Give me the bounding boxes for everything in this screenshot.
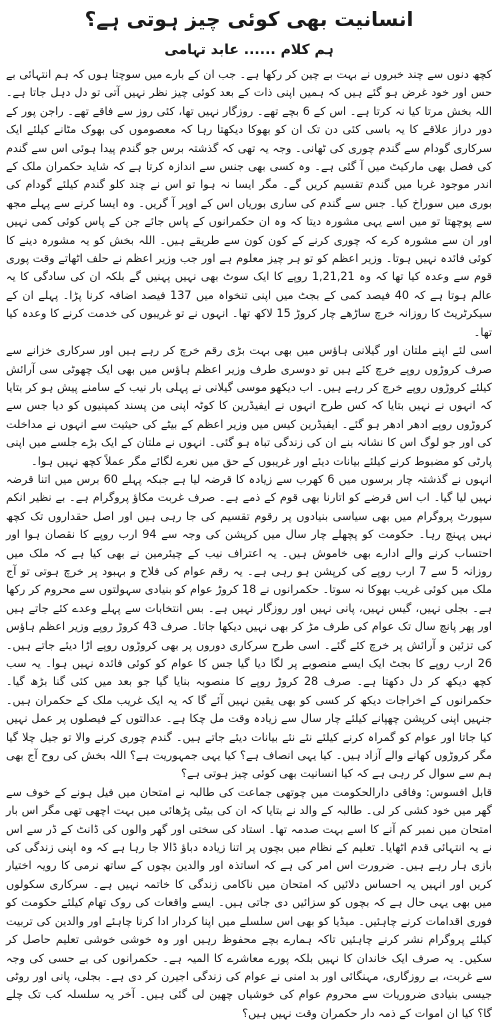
paragraph-2: اسی لئے اپنے ملتان اور گیلانی ہاؤس میں بھی بہت بڑی رقم خرچ کر رہے ہیں اور سرکاری خزانے سے صرف کروڑوں روپے خرچ کئے ہیں تو دوسری طرف وزیر اعظم ہاؤس میں بھی ایک چھوٹی سی آرائش کیلئے کروڑوں روپے خرچ کر رہے ہیں۔ اب دیکھو موسی گیلانی نے پہلی بار نیب کے سامنے پیش ہو کر بتایا کہ انہوں نے نہیں بتایا کہ کس طرح انہوں نے ایفیڈرین کا کوٹہ اپنی من پسند کمپنیوں کو دیا جس سے کروڑوں روپے ادھر ادھر ہو گئے۔ ایفیڈرین کیس میں وزیر اعظم کے بیٹے کی حیثیت سے انہوں نے مداخلت کی اور جو لوگ اس کا نشانہ بنے ان کی زندگی تباہ ہو گئی۔ انہوں نے ملتان کے ایک بڑے جلسے میں اپنی پارٹی کو مضبوط کرنے کیلئے بیانات دیئے اور غریبوں کے حق میں نعرے لگائے مگر عملاً کچھ نہیں ہوا۔: [6, 344, 492, 468]
paragraph-4: قابل افسوس: وفاقی دارالحکومت میں چوتھی جماعت کی طالبہ نے امتحان میں فیل ہونے کے خوف سے گھر میں خود کشی کر لی۔ طالبہ کے والد نے بتایا کہ ان کی بیٹی پڑھائی میں بہت اچھی تھی مگر اس بار امتحان میں نمبر کم آنے کا اسے بہت صدمہ تھا۔ استاد کی سختی اور گھر والوں کی ڈانٹ کے ڈر سے اس نے یہ انتہائی قدم اٹھایا۔ تعلیم کے نظام میں بچوں پر اتنا زیادہ دباؤ ڈالا جا رہا ہے کہ وہ اپنی زندگی کی بازی ہار رہے ہیں۔ ضرورت اس امر کی ہے کہ اساتذہ اور والدین بچوں کے ساتھ نرمی کا رویہ اختیار کریں اور انہیں یہ احساس دلائیں کہ امتحان میں ناکامی زندگی کا خاتمہ نہیں ہے۔ سرکاری سکولوں میں بھی یہی حال ہے کہ بچوں کو سزائیں دی جاتی ہیں۔ ایسے واقعات کی روک تھام کیلئے حکومت کو فوری اقدامات کرنے چاہئیں۔ میڈیا کو بھی اس سلسلے میں اپنا کردار ادا کرنا چاہئے اور والدین کی تربیت کیلئے پروگرام نشر کرنے چاہئیں تاکہ ہمارے بچے محفوظ رہیں اور وہ خوشی خوشی تعلیم حاصل کر سکیں۔ یہ صرف ایک خاندان کا نہیں بلکہ پورے معاشرے کا المیہ ہے۔ حکمرانوں کی بے حسی کی وجہ سے غربت، بے روزگاری، مہنگائی اور بد امنی نے عوام کی زندگی اجیرن کر دی ہے۔ بجلی، پانی اور روٹی جیسی بنیادی ضروریات سے محروم عوام کی خوشیاں چھین لی گئی ہیں۔ آخر یہ سلسلہ کب تک چلے گا؟ کیا ان اموات کے ذمہ دار حکمران وقت نہیں ہیں؟: [6, 785, 492, 1020]
column-byline: ہم کلام ...... عابد تہامی: [164, 42, 334, 58]
paragraph-1: کچھ دنوں سے چند خبروں نے بہت بے چین کر رکھا ہے۔ جب ان کے بارے میں سوچتا ہوں کہ ہم انتہائی بے حس اور خود غرض ہو گئے ہیں کہ ہمیں اپنی ذات کے بعد کوئی چیز نظر نہیں آتی تو دل دہل جاتا ہے۔ اللہ بخش مرتا کیا نہ کرتا ہے۔ اس کے 6 بچے تھے۔ روزگار نہیں تھا، کئی روز سے فاقے تھے۔ راجن پور کے دور دراز علاقے کا یہ باسی کئی دن تک ان کو بھوکا دیکھتا رہا کہ معصوموں کی بھوک مٹانے کیلئے ایک سرکاری گودام سے گندم چوری کی ٹھانی۔ وجہ یہ تھی کہ گذشتہ برس جو گندم پیدا ہوئی اس سے گندم کی فصل بھی مارکیٹ میں آ گئی ہے۔ وہ کسی بھی جنس سے اندازہ کرتا ہے کہ شاید حکمران ملک کے اندر موجود غربا میں گندم تقسیم کریں گے۔ مگر ایسا نہ ہوا تو اس نے چند کلو گندم کیلئے گودام کی بوری میں سوراخ کیا۔ جس سے گندم کی ساری بوریاں اس کے اوپر آ گریں۔ وہ ایسا کرنے سے پہلے مجھ سے پوچھتا تو میں اسے یہی مشورہ دیتا کہ وہ ان حکمرانوں کے پاس جائے جن کے پاس کوئی کمی نہیں اور ان سے مشورہ کرے کہ چوری کرنے کے کون کون سے طریقے ہیں۔ اللہ بخش کو یہ مشورہ دینے کا کوئی فائدہ نہیں ہوتا۔ وزیر اعظم کو تو ہر چیز معلوم ہے اور جب وزیر اعظم نے حلف اٹھاتے وقت پوری قوم سے وعدہ کیا تھا کہ وہ 1,21,21 روپے کا ایک سوٹ بھی نہیں پہنیں گے بلکہ ان کی سادگی کا یہ عالم ہوتا ہے کہ 40 فیصد کمی کے بجٹ میں اپنی تنخواہ میں 137 فیصد اضافہ کرنا پڑا۔ پہلے ان کے سیکرٹریٹ کا روزانہ خرچ ساڑھے چار کروڑ 15 لاکھ تھا۔ انہوں نے تو غریبوں کی خدمت کرنے کا وعدہ کیا تھا۔: [6, 68, 492, 339]
paragraph-3: انہوں نے گذشتہ چار برسوں میں 6 کھرب سے زیادہ کا قرضہ لیا ہے جبکہ پہلے 60 برس میں اتنا قرضہ نہیں لیا گیا۔ اب اس قرضے کو اتارنا بھی قوم کے ذمے ہے۔ صرف غربت مکاؤ پروگرام ہے۔ بے نظیر انکم سپورٹ پروگرام میں بھی سیاسی بنیادوں پر رقوم تقسیم کی جا رہی ہیں اور اصل حقداروں تک کچھ نہیں پہنچ رہا۔ حکومت کو پچھلے چار سال میں کرپشن کی وجہ سے 94 ارب روپے کا نقصان ہوا اور احتساب کرنے والے ادارے بھی خاموش ہیں۔ یہ اعتراف نیب کے چیئرمین نے بھی کیا ہے کہ ملک میں روزانہ 5 سے 7 ارب روپے کی کرپشن ہو رہی ہے۔ یہ رقم عوام کی فلاح و بہبود پر خرچ ہوتی تو آج ملک میں کوئی غریب بھوکا نہ سوتا۔ حکمرانوں نے 18 کروڑ عوام کو بنیادی سہولتوں سے محروم کر رکھا ہے۔ بجلی نہیں، گیس نہیں، پانی نہیں اور روزگار نہیں ہے۔ بس انتخابات سے پہلے وعدے کئے جاتے ہیں اور پھر پانچ سال تک عوام کی طرف مڑ کر بھی نہیں دیکھا جاتا۔ صرف 43 کروڑ روپے وزیر اعظم ہاؤس کی تزئین و آرائش پر خرچ کئے گئے۔ اسی طرح سرکاری دوروں پر بھی کروڑوں روپے اڑا دیئے جاتے ہیں۔ 26 ارب روپے کا بجٹ ایک ایسے منصوبے پر لگا دیا گیا جس کا عوام کو کوئی فائدہ نہیں ہوا۔ یہ سب کچھ دیکھ کر دل دکھتا ہے۔ صرف 28 کروڑ روپے کا منصوبہ بنایا گیا جو بعد میں کئی گنا بڑھ گیا۔ حکمرانوں کے اخراجات دیکھ کر کسی کو بھی یقین نہیں آئے گا کہ یہ ایک غریب ملک کے حکمران ہیں۔ جنہیں اپنی کرپشن چھپانے کیلئے چار سال سے زیادہ وقت مل چکا ہے۔ عدالتوں کے فیصلوں پر عمل نہیں کیا جاتا اور عوام کو گمراہ کرنے کیلئے نئے نئے بیانات دیئے جاتے ہیں۔ گندم چوری کرنے والا تو جیل چلا گیا مگر کروڑوں کھانے والے آزاد ہیں۔ کیا یہی انصاف ہے؟ کیا یہی جمہوریت ہے؟ اللہ بخش کی روح آج بھی ہم سے سوال کر رہی ہے کہ کیا انسانیت بھی کوئی چیز ہوتی ہے؟: [6, 472, 493, 781]
article-body: [6, 66, 493, 1020]
column-title: انسانیت بھی کوئی چیز ہوتی ہے؟: [84, 7, 414, 31]
